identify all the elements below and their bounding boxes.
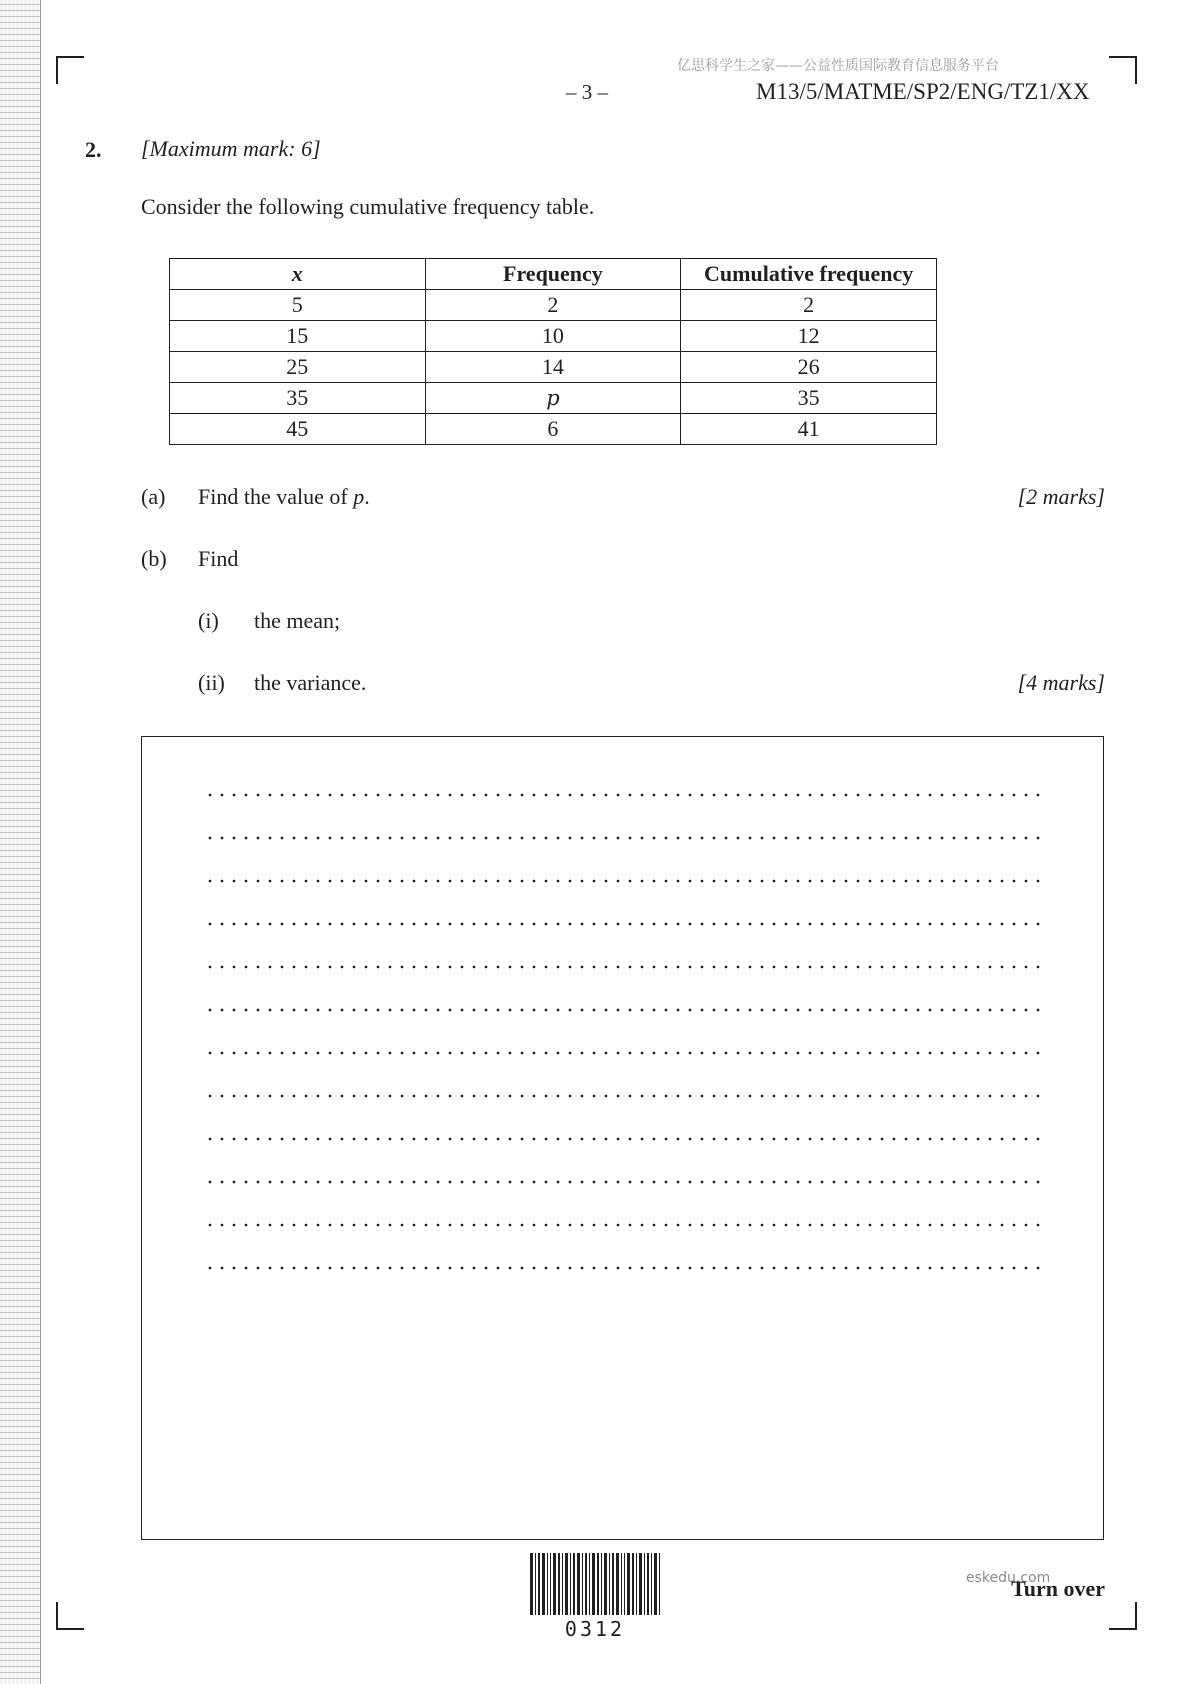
question-number: 2. <box>85 137 102 162</box>
cell-x: 35 <box>170 383 426 414</box>
cell-frequency: 10 <box>425 321 681 352</box>
turn-over-label: Turn over <box>1011 1576 1105 1601</box>
header-x: x <box>170 259 426 290</box>
cell-cumulative: 26 <box>681 352 937 383</box>
cell-x: 25 <box>170 352 426 383</box>
part-b-ii-text: the variance. <box>254 670 367 695</box>
cell-x: 15 <box>170 321 426 352</box>
binding-strip <box>0 0 41 1684</box>
cell-frequency: 14 <box>425 352 681 383</box>
answer-line <box>204 1266 1048 1270</box>
part-b-i-label: (i) <box>198 608 219 633</box>
part-a-variable: p <box>353 484 365 509</box>
answer-line <box>204 1223 1048 1227</box>
part-a-prompt: Find the value of <box>198 484 354 509</box>
crop-mark-bottom-right <box>1109 1602 1137 1630</box>
crop-mark-bottom-left <box>56 1602 84 1630</box>
part-b-i-text: the mean; <box>254 608 341 633</box>
site-watermark: eskedu.com <box>966 1570 1051 1586</box>
answer-line <box>204 1094 1048 1098</box>
barcode-icon <box>530 1553 660 1615</box>
answer-line <box>204 1051 1048 1055</box>
answer-line <box>204 1137 1048 1141</box>
answer-line <box>204 1008 1048 1012</box>
cell-cumulative: 41 <box>681 414 937 445</box>
part-a-marks: [2 marks] <box>1017 484 1105 509</box>
cell-frequency: 2 <box>425 290 681 321</box>
cell-cumulative: 35 <box>681 383 937 414</box>
answer-line <box>204 1180 1048 1184</box>
cell-x: 5 <box>170 290 426 321</box>
table-header-row <box>170 259 937 290</box>
maximum-mark: [Maximum mark: 6] <box>141 136 321 161</box>
part-b-text: Find <box>198 546 239 571</box>
table-row <box>170 290 937 321</box>
question-intro: Consider the following cumulative frequency table. <box>141 194 595 219</box>
watermark-text: 亿思科学生之家——公益性质国际教育信息服务平台 <box>677 58 999 74</box>
part-a-label: (a) <box>141 484 166 509</box>
table-row <box>170 352 937 383</box>
answer-line <box>204 922 1048 926</box>
cell-frequency-unknown: p <box>425 383 681 414</box>
part-a-period: . <box>364 484 370 509</box>
crop-mark-top-left <box>56 56 84 84</box>
crop-mark-top-right <box>1109 56 1137 84</box>
table-row <box>170 321 937 352</box>
answer-line <box>204 793 1048 797</box>
table-row <box>170 383 937 414</box>
cumulative-frequency-table <box>169 258 937 445</box>
cell-cumulative: 2 <box>681 290 937 321</box>
part-a-text <box>198 484 370 510</box>
cell-x: 45 <box>170 414 426 445</box>
part-b-marks: [4 marks] <box>1017 670 1105 695</box>
answer-box[interactable] <box>141 736 1104 1540</box>
table-row <box>170 414 937 445</box>
paper-code: M13/5/MATME/SP2/ENG/TZ1/XX <box>756 79 1090 104</box>
part-b-ii-label: (ii) <box>198 670 225 695</box>
answer-line <box>204 836 1048 840</box>
cell-cumulative: 12 <box>681 321 937 352</box>
cell-frequency: 6 <box>425 414 681 445</box>
barcode-number: 0312 <box>564 1617 626 1641</box>
part-b-label: (b) <box>141 546 167 571</box>
page-number: – 3 – <box>566 80 608 104</box>
header-cumulative-frequency: Cumulative frequency <box>681 259 937 290</box>
answer-line <box>204 965 1048 969</box>
answer-line <box>204 879 1048 883</box>
header-frequency: Frequency <box>425 259 681 290</box>
